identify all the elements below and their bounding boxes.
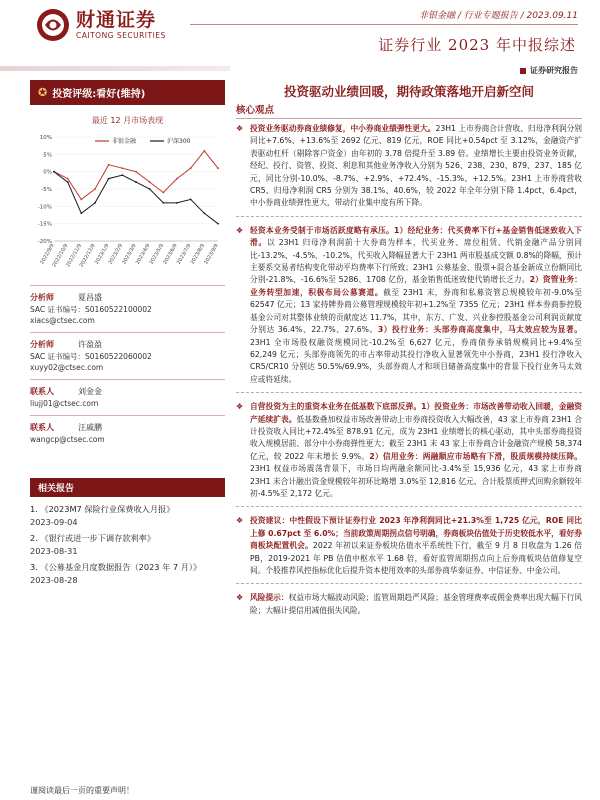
- bullet-subheading: 1）经纪业务：代买费率下行+基金销售低迷致收入下滑。: [250, 225, 582, 248]
- related-report-title[interactable]: 3. 《公募基金月度数据报告（2023 年 7 月）》: [30, 562, 202, 572]
- bullet-subheading: 1）投资业务：市场改善带动收入回暖，金融资产延续扩表。: [250, 402, 582, 424]
- y-tick-label: -10%: [37, 204, 52, 211]
- market-performance-chart: [30, 129, 225, 279]
- bullet-highlight: 自营投资为主的重资本业务在低基数下底部反弹。: [250, 402, 422, 412]
- bullet-highlight: 轻资本业务受制于市场活跃度略有承压。: [250, 225, 394, 235]
- data-point: [80, 212, 82, 214]
- related-report-item[interactable]: [30, 503, 225, 529]
- analyst-block-3: [30, 379, 225, 409]
- x-tick-label: 2023/2/9: [107, 243, 125, 266]
- x-tick-label: 2023/1/9: [93, 243, 111, 266]
- data-point: [108, 164, 110, 166]
- related-reports-list: [30, 503, 225, 587]
- analyst-email[interactable]: xuyy02@ctsec.com: [30, 363, 104, 372]
- bullet-text: 低基数叠加权益市场改善带动上市券商投资收入大幅改善，43 家上市券商 23H1 合计投资收入同比+72.4%至 878.91 亿元，成为 23H1 业绩增长的核心驱动，其中头部券商投资收入规模居前、部分中小券商弹性更大；截至 23H1 末 43 家上市券商合计金融资产规模 58,374 亿元，较 2022 年末增长 9.9%。: [250, 414, 582, 461]
- section-core-views: 核心观点: [236, 102, 582, 119]
- data-point: [190, 199, 192, 201]
- related-report-title[interactable]: 1. 《2023M7 保险行业保费收入月报》: [30, 504, 175, 514]
- bullet-performance: [236, 123, 582, 210]
- contact-role: 联系人: [30, 387, 54, 396]
- contact-email[interactable]: wangcp@ctsec.com: [30, 435, 105, 444]
- data-point: [162, 202, 164, 204]
- dashed-divider: [236, 583, 582, 584]
- data-point: [121, 174, 123, 176]
- data-point: [217, 223, 219, 225]
- document-title: 证券行业 2023 年中报综述: [378, 36, 576, 54]
- x-tick-label: 2023/9/9: [203, 243, 220, 266]
- document-type: 非银金融 / 行业专题报告 / 2023.09.11: [418, 11, 578, 21]
- data-point: [67, 178, 69, 180]
- investment-rating: [30, 80, 225, 105]
- banner-label-text: 证券研究报告: [530, 66, 578, 75]
- series-line-csi300: [54, 172, 218, 224]
- related-report-date: 2023-09-04: [30, 517, 78, 527]
- bullet-text: 23H1 全市场股权融资规模同比-10.2%至 6,627 亿元，券商债券承销规模同比+9.4%至 62,249 亿元；头部券商领先的市占率带动其投行净收入显著领先中小券商，23H1 投行净收入 CR5/CR10 分别达 50.5%/69.9%，头部券商人才和项目储备高度集中的背景下投行业务马太效应或将延续。: [250, 337, 582, 384]
- bullet-subheading: 2）信用业务：两融顺应市场略有下滑，股质规模持续压降。: [369, 451, 582, 461]
- logo-chinese-name: 财通证券: [76, 9, 157, 31]
- y-tick-label: -5%: [41, 187, 52, 193]
- data-point: [162, 192, 164, 194]
- analyst-block-2: [30, 332, 225, 373]
- data-point: [135, 171, 137, 173]
- contact-name: 刘金金: [78, 387, 102, 396]
- bullet-highlight: 投资业务驱动券商业绩修复，中小券商业绩弹性更大。: [250, 124, 436, 133]
- data-point: [80, 199, 82, 201]
- data-point: [94, 188, 96, 190]
- x-tick-label: 2023/3/9: [121, 243, 138, 266]
- y-tick-label: 5%: [43, 152, 52, 159]
- contact-email[interactable]: liujj01@ctsec.com: [30, 399, 99, 408]
- data-point: [176, 202, 178, 204]
- company-logo: [36, 8, 166, 42]
- x-tick-label: 2022/12/9: [78, 243, 97, 269]
- bullet-text: 23H1 上市券商合计营收、归母净利润分别同比+7.6%、+13.6%至 2692 亿元、819 亿元，ROE 同比+0.54pct 至 3.12%，金融资产扩表驱动杠杆（剔除客户资金）由年初的 3.78 倍提升至 3.89 倍。业绩增长主要由投资业务贡献，经纪、投行、资管、投资、利息和其他业务净收入分别为 526、238、230、879、237、185 亿元，同比分别-10.0%、-8.7%、+2.9%、+72.4%、-15.3%、+12.5%。23H1 上市券商营收 CR5、归母净利润 CR5 分别为 38.1%、40.6%，较 2022 年全年分别下降 1.4pct、6.4pct，中小券商业绩弹性更大，带动行业集中度有所下降。: [250, 124, 582, 208]
- related-report-date: 2023-08-28: [30, 575, 78, 585]
- bullet-text: 权益市场大幅波动风险；监管周期趋严风险；基金管理费率或佣金费率出现大幅下行风险；大幅计提信用减值损失风险。: [250, 593, 582, 615]
- bullet-text: 截至 23H1 末，券商和私募资管总规模较年初-9.0%至 62547 亿元；13 家持牌券商公募管理规模较年初+1.2%至 7355 亿元；23H1 样本券商参控股基金公司对其整体业绩的贡献度达 11.7%，其中，东方、广发、兴业参控股基金公司利润贡献度分别达 36.4%、22.7%、27.6%。: [250, 287, 582, 335]
- x-tick-label: 2022/10/9: [51, 243, 70, 269]
- analyst-role: 分析师: [30, 340, 54, 349]
- bullet-light-capital: [236, 225, 582, 386]
- related-report-date: 2023-08-31: [30, 546, 78, 556]
- related-reports: [30, 478, 225, 590]
- caitong-logo-icon: [36, 8, 70, 42]
- bullet-text: 23H1 权益市场震荡背景下，市场日均两融余额同比-3.4%至 15,936 亿元，43 家上市券商 23H1 末合计融出资金规模较年初环比略增 3.0%至 12,816 亿元、合计股票质押式回购余额较年初-4.5%至 2,172 亿元。: [250, 464, 582, 498]
- report-banner: [0, 62, 600, 76]
- chart-caption: 最近 12 月市场表现: [91, 116, 164, 125]
- bullet-text: 2022 年初以来证券板块估值水平系统性下行，截至 9 月 8 日收盘为 1.26 倍 PB，2019-2021 年 PB 估值中枢水平 1.68 倍，看好监管周期拐点向上后券商板块估值修复空间。个股推荐风控指标优化后提升资本使用效率的头部券商华泰证券、中信证券、中金公司。: [250, 541, 582, 575]
- dashed-divider: [236, 392, 582, 393]
- footer-disclaimer: 谨阅读最后一页的重要声明！: [30, 786, 134, 795]
- contact-role: 联系人: [30, 423, 54, 432]
- banner-label: [520, 65, 578, 76]
- y-tick-label: -15%: [37, 221, 52, 228]
- data-point: [108, 178, 110, 180]
- square-bullet-icon: [520, 68, 526, 74]
- data-point: [121, 167, 123, 169]
- analyst-cert: SAC 证书编号：S0160522100002: [30, 305, 152, 314]
- analyst-role: 分析师: [30, 293, 54, 302]
- data-point: [53, 171, 55, 173]
- y-tick-label: 0%: [43, 169, 52, 176]
- data-point: [203, 150, 205, 152]
- bullet-text: 以 23H1 归母净利润前十大券商为样本，代买业务、席位租赁、代销金融产品分别同比-13.2%、-4.5%、-10.2%，代买收入降幅显著大于 23H1 两市股基成交额 0.8%的降幅，预计主要系交易者结构变化带动平均费率下行所致；23H1 公募基金、股票+混合基金新成立份额同比分别-21.8%、-16.6%至 5286、1708 亿份，基金销售低迷致使代销增长乏力。: [250, 238, 582, 285]
- related-reports-heading: 相关报告: [30, 478, 225, 497]
- related-report-item[interactable]: [30, 532, 225, 558]
- data-point: [203, 212, 205, 214]
- analyst-name: 夏昌盛: [78, 293, 102, 302]
- analyst-block-4: [30, 415, 225, 445]
- legend-label: 沪深300: [167, 138, 191, 145]
- dashed-divider: [236, 216, 582, 217]
- analyst-cert: SAC 证书编号：S0160522060002: [30, 352, 152, 361]
- data-point: [67, 181, 69, 183]
- main-content: [236, 80, 582, 622]
- contact-name: 汪戚鹏: [78, 423, 102, 432]
- x-tick-label: 2022/9/9: [39, 243, 56, 266]
- x-tick-label: 2023/5/9: [148, 243, 166, 266]
- x-tick-label: 2023/8/9: [189, 243, 207, 266]
- bullet-investment-advice: [236, 515, 582, 577]
- dashed-divider: [236, 506, 582, 507]
- analyst-email[interactable]: xiacs@ctsec.com: [30, 316, 95, 325]
- report-header: [0, 0, 600, 62]
- report-headline: 投资驱动业绩回暖，期待政策落地开启新空间: [283, 84, 534, 99]
- data-point: [176, 178, 178, 180]
- logo-english-name: CAITONG SECURITIES: [76, 31, 166, 40]
- related-report-title[interactable]: 2. 《银行或进一步下调存款利率》: [30, 533, 156, 543]
- banner-strip: [0, 66, 230, 71]
- bullet-subheading: 2）资管业务：业务转型加速，积极布局公募赛道。: [250, 275, 582, 297]
- analyst-name: 许盈盈: [78, 340, 102, 349]
- related-report-item[interactable]: [30, 561, 225, 587]
- series-line-nonbank-finance: [54, 151, 218, 200]
- bullet-highlight: 投资建议：中性假设下预计证券行业 2023 年净利润同比+21.3%至 1,725 亿元，ROE 同比上修 0.67pct 至 6.0%；当前政策周期拐点信号明确，券商板块估值处于历史较低水平，看好券商板块配置机会。: [250, 516, 582, 551]
- bullet-risk-warning: [236, 592, 582, 617]
- data-point: [135, 181, 137, 183]
- y-tick-label: 10%: [39, 135, 52, 141]
- bullet-subheading: 3）投行业务：头部券商高度集中，马太效应较为显著。: [377, 325, 582, 335]
- legend-label: 非银金融: [112, 138, 137, 145]
- data-point: [190, 167, 192, 169]
- x-tick-label: 2023/4/9: [134, 243, 152, 266]
- bullet-highlight: 风险提示：: [250, 593, 289, 603]
- rating-star-icon: ✪: [38, 86, 48, 99]
- x-tick-label: 2022/11/9: [65, 243, 84, 269]
- analyst-block-1: [30, 285, 225, 326]
- bullet-heavy-capital: [236, 401, 582, 500]
- sidebar: [30, 80, 225, 445]
- x-tick-label: 2023/7/9: [175, 243, 193, 266]
- y-tick-label: -20%: [37, 239, 52, 245]
- data-point: [217, 167, 219, 169]
- data-point: [149, 181, 151, 183]
- x-tick-label: 2023/6/9: [162, 243, 179, 266]
- data-point: [94, 202, 96, 204]
- data-point: [149, 188, 151, 190]
- header-divider: [190, 24, 578, 25]
- rating-text: 投资评级:看好(维持): [52, 89, 146, 100]
